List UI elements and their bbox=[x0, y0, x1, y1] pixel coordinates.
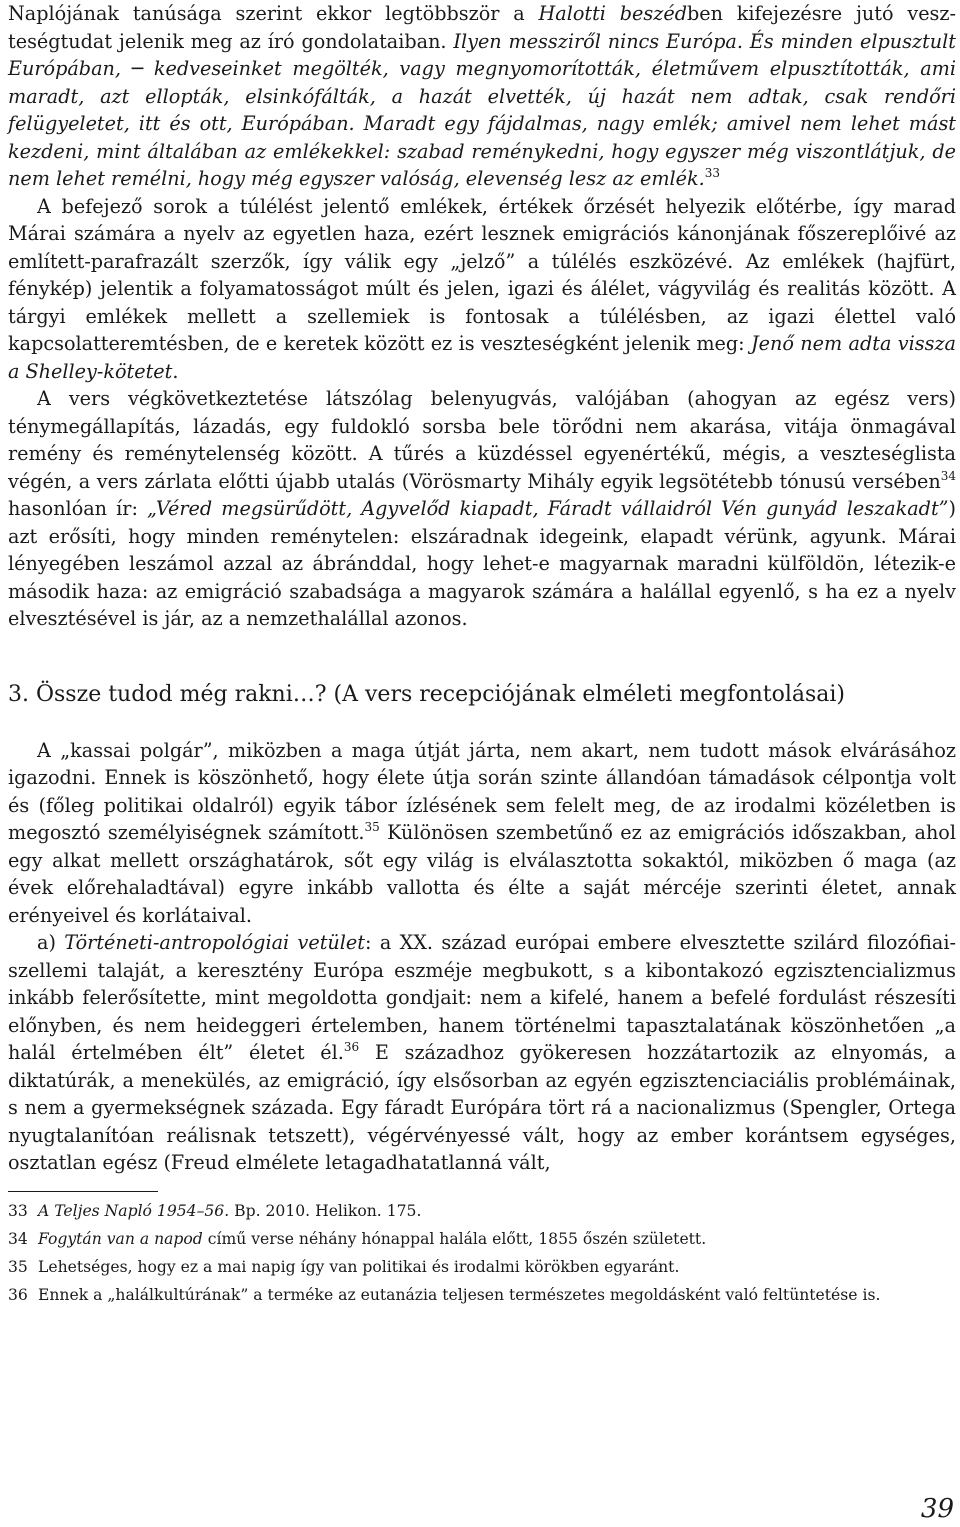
paragraph-5: a) Történeti-antropológiai vetület: a XX. század európai embere elvesztette szilárd filozófiai-szellemi talaját, a keresztény Európa eszméje megbukott, s a kibontakozó egzisztencializmus inkább felerősítette, mint megoldotta gondjait: nem a kifelé, hanem a befelé fordulást részesíti előnyben, és nem heideggeri értelemben, hanem történelmi tapasztalatának köszönhetően „a halál értelmében élt” életet él.$^{36}$ E századhoz gyökeresen hozzátartozik az elnyomás, a diktatúrák, a menekülés, az emigráció, így elsősorban az egyén egzisztenciaciális problémáinak, s nem a gyermekségnek százada. Egy fáradt Európára tört rá a nacionalizmus (Spengler, Ortega nyugtalanítóan reálisnak tetszett), végérvényessé vált, hogy az ember korántsem egységes, osztatlan egész (Freud elmélete letagadhatatlanná vált, bbox=[8, 931, 956, 1174]
work-title: Halotti beszéd bbox=[538, 2, 687, 25]
footnote: 34 Fogytán van a napod című verse néhány hónappal halála előtt, 1855 őszén született. bbox=[8, 1229, 707, 1248]
footnote-ref[interactable]: 36 bbox=[343, 1040, 360, 1054]
footnote: 36 Ennek a „halálkultúrának” a terméke az eutanázia teljesen természetes megoldásként való feltüntetése is. bbox=[8, 1285, 881, 1304]
quote: Ilyen messziről nincs Európa. És minden elpusztult Európában, ─ kedveseinket megölték, vagy megnyomorították, életművem elpusztították, ami maradt, azt ellopták, elsinkófálták, a hazát elvették, új hazát nem adtak, csak rendőri felügyeletet, itt és ott, Európában. Maradt egy fájdalmas, nagy emlék; amivel nem lehet mást kezdeni, mint általában az emlékekkel: szabad reménykedni, hogy egyszer még viszontlátjuk, de nem lehet remélni, hogy még egyszer valóság, elevenség lesz az emlék. bbox=[8, 29, 957, 190]
paragraph-3: A vers végkövetkeztetése látszólag belenyugvás, valójában (ahogyan az egész vers) ténymegállapítás, lázadás, egy fuldokló sorsba bele törődni nem akarása, vitája önmagával remény és reménytelenség között. A tűrés a küzdéssel egyenértékű, mégis, a veszteséglista végén, a vers zárlata előtti újabb utalás (Vörösmarty Mihály egyik legsötétebb tónusú versében$^{34}$ hasonlóan ír: „Véred megsürűdött, Agyvelőd kiapadt, Fáradt vállaidról Vén gunyád leszakadt”) azt erősíti, hogy minden reménytelen: elszáradnak idegeink, elapadt vérünk, agyunk. Márai lényegében leszámol azzal az ábránddal, hogy lehet-e magyarnak maradni külföldön, létezik-e második haza: az emigráció szabadsága a magyarok számára a halállal egyenlő, s ha ez a nyelv elvesztésével is jár, az a nemzethalállal azonos. bbox=[8, 387, 956, 630]
section-heading: 3. Össze tudod még rakni…? (A vers recepciójának elméleti megfontolásai) bbox=[8, 681, 845, 707]
subsection-title: Történeti-antropológiai vetület bbox=[64, 931, 365, 954]
footnote-ref[interactable]: 35 bbox=[364, 820, 380, 834]
quote: „Véred megsürűdött, Agyvelőd kiapadt, Fáradt vállaidról Vén gunyád leszakadt” bbox=[147, 497, 949, 520]
footnote-ref[interactable]: 33 bbox=[704, 166, 721, 180]
paragraph-2: A befejező sorok a túlélést jelentő emlékek, értékek őrzését helyezik előtérbe, így marad Márai számára a nyelv az egyetlen haza, ezért lesznek emigrációs kánonjának főszereplőivé az említett-parafrazált szerzők, így válik egy „jelző” a túlélés eszközévé. Az emlékek (hajfürt, fénykép) jelentik a folyamatosságot múlt és jelen, igazi és álélet, vágyvilág és realitás között. A tárgyi emlékek mellett a szellemiek is fontosak a túlélésben, az igazi élettel való kapcsolatteremtésben, de e keretek között ez is veszteségként jelenik meg: Jenő nem adta vissza a Shelley-kötetet. bbox=[8, 194, 956, 383]
page-number: 39 bbox=[920, 1494, 954, 1524]
footnote-divider bbox=[8, 1191, 158, 1192]
paragraph-1: Naplójának tanúsága szerint ekkor legtöbbször a Halotti beszédben kifejezésre jutó veszteségtudat jelenik meg az író gondolataiban. Ilyen messziről nincs Európa. És minden elpusztult Európában, ─ kedveseinket megölték, vagy megnyomorították, életművem elpusztították, ami maradt, azt ellopták, elsinkófálták, a hazát elvették, új hazát nem adtak, csak rendőri felügyeletet, itt és ott, Európában. Maradt egy fájdalmas, nagy emlék; amivel nem lehet mást kezdeni, mint általában az emlékekkel: szabad reménykedni, hogy egyszer még viszontlátjuk, de nem lehet remélni, hogy még egyszer valóság, elevenség lesz az emlék.$^{33}$ bbox=[8, 2, 957, 190]
document-page bbox=[8, 0, 956, 1312]
paragraph-4: A „kassai polgár”, miközben a maga útját járta, nem akart, nem tudott mások elvárásához igazodni. Ennek is köszönhető, hogy élete útja során szinte állandóan támadások célpontja volt és (főleg politikai oldalról) egyik tábor ízlésének sem felelt meg, de az irodalmi közéletben is megosztó személyiségnek számított.$^{35}$ Különösen szembetűnő ez az emigrációs időszakban, ahol egy alkat mellett országhatárok, sőt egy világ is elválasztotta sokaktól, miközben ő maga (az évek előrehaladtával) egyre inkább vallotta és élte a saját mércéje szerinti életet, annak erényeivel és korlátaival. bbox=[8, 738, 956, 927]
quote: Jenő nem adta vissza a Shelley-kötetet bbox=[8, 332, 956, 383]
footnote-ref[interactable]: 34 bbox=[940, 468, 956, 483]
footnote: 33 A Teljes Napló 1954–56. Bp. 2010. Helikon. 175. bbox=[8, 1201, 422, 1220]
footnote: 35 Lehetséges, hogy ez a mai napig így van politikai és irodalmi körökben egyaránt. bbox=[8, 1257, 680, 1276]
